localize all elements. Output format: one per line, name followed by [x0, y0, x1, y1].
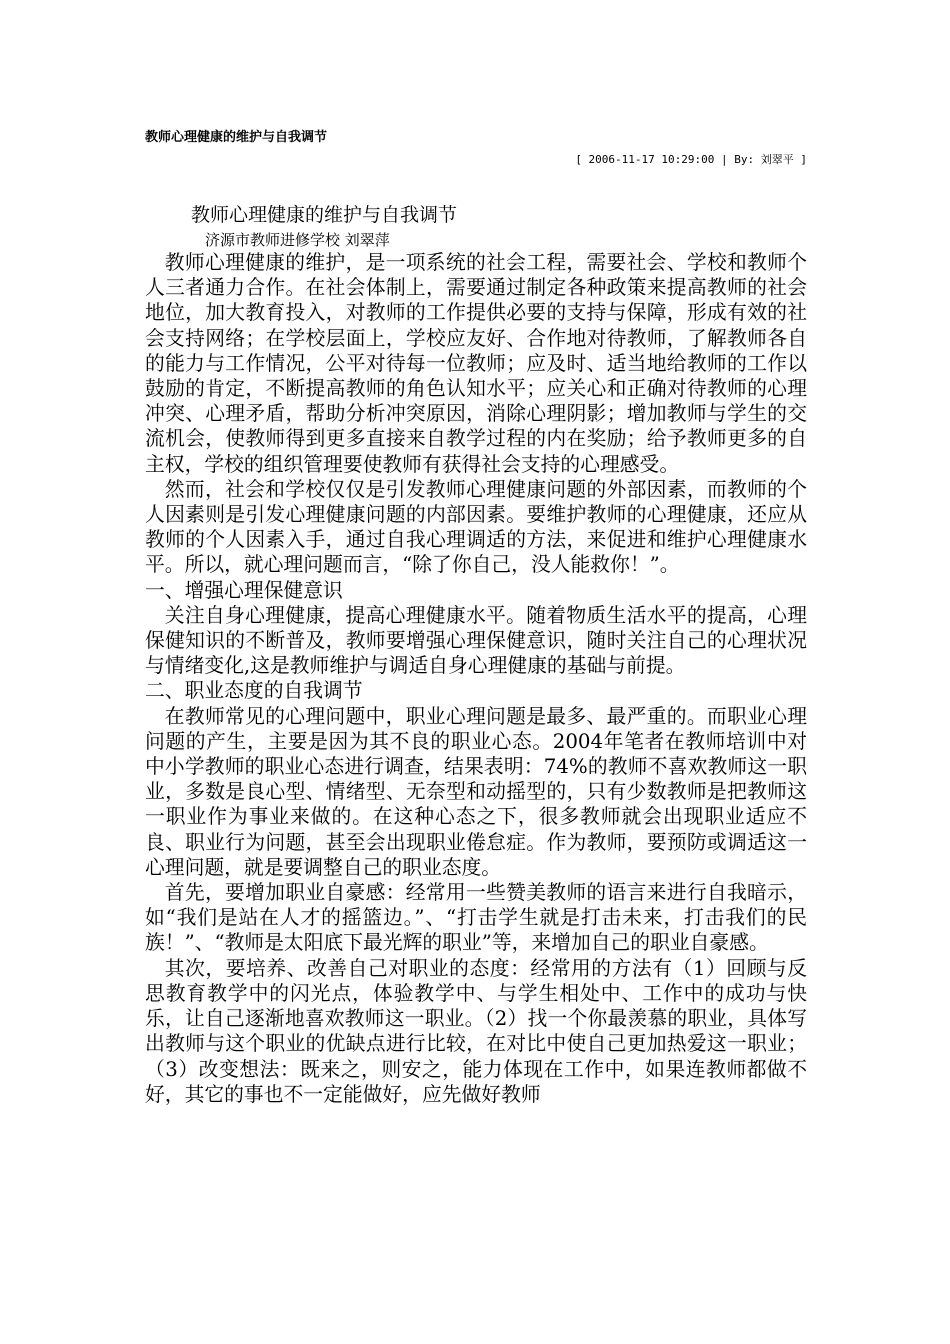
- paragraph: 首先，要增加职业自豪感：经常用一些赞美教师的语言来进行自我暗示，如“我们是站在人才的摇篮边。”、“打击学生就是打击未来，打击我们的民族！”、“教师是太阳底下最光辉的职业”等，来增加自己的职业自豪感。: [145, 881, 807, 955]
- article-body: [145, 250, 807, 1107]
- paragraph: 关注自身心理健康，提高心理健康水平。随着物质生活水平的提高，心理保健知识的不断普及，教师要增强心理保健意识，随时关注自己的心理状况与情绪变化,这是教师维护与调适自身心理健康的基础与前提。: [145, 603, 807, 678]
- page-title: 教师心理健康的维护与自我调节: [145, 130, 328, 145]
- article-author: 济源市教师进修学校 刘翠萍: [205, 231, 390, 249]
- article-title: 教师心理健康的维护与自我调节: [191, 204, 458, 226]
- paragraph: 其次，要培养、改善自己对职业的态度：经常用的方法有（1）回顾与反思教育教学中的闪光点，体验教学中、与学生相处中、工作中的成功与快乐，让自己逐渐地喜欢教师这一职业。（2）找一个你最羡慕的职业，具体写出教师与这个职业的优缺点进行比较，在对比中使自己更加热爱这一职业；（3）改变想法：既来之，则安之，能力体现在工作中，如果连教师都做不好，其它的事也不一定能做好，应先做好教师: [145, 956, 807, 1106]
- section-heading: 一、增强心理保健意识: [145, 578, 343, 602]
- paragraph: 在教师常见的心理问题中，职业心理问题是最多、最严重的。而职业心理问题的产生，主要是因为其不良的职业心态。2004年笔者在教师培训中对中小学教师的职业心态进行调查，结果表明：74%的教师不喜欢教师这一职业，多数是良心型、情绪型、无奈型和动摇型的，只有少数教师是把教师这一职业作为事业来做的。在这种心态之下，很多教师就会出现职业适应不良、职业行为问题，甚至会出现职业倦怠症。作为教师，要预防或调适这一心理问题，就是要调整自己的职业态度。: [145, 704, 807, 879]
- paragraph: 然而，社会和学校仅仅是引发教师心理健康问题的外部因素，而教师的个人因素则是引发心理健康问题的内部因素。要维护教师的心理健康，还应从教师的个人因素入手，通过自我心理调适的方法，来促进和维护心理健康水平。所以，就心理问题而言，“除了你自己，没人能救你！”。: [145, 477, 807, 577]
- section-heading: 二、职业态度的自我调节: [145, 679, 363, 703]
- post-meta: [ 2006-11-17 10:29:00 | By: 刘翠平 ]: [575, 153, 807, 166]
- paragraph: 教师心理健康的维护，是一项系统的社会工程，需要社会、学校和教师个人三者通力合作。在社会体制上，需要通过制定各种政策来提高教师的社会地位，加大教育投入，对教师的工作提供必要的支持与保障，形成有效的社会支持网络；在学校层面上，学校应友好、合作地对待教师，了解教师各自的能力与工作情况，公平对待每一位教师；应及时、适当地给教师的工作以鼓励的肯定，不断提高教师的角色认知水平；应关心和正确对待教师的心理冲突、心理矛盾，帮助分析冲突原因，消除心理阴影；增加教师与学生的交流机会，使教师得到更多直接来自教学过程的内在奖励；给予教师更多的自主权，学校的组织管理要使教师有获得社会支持的心理感受。: [145, 251, 807, 476]
